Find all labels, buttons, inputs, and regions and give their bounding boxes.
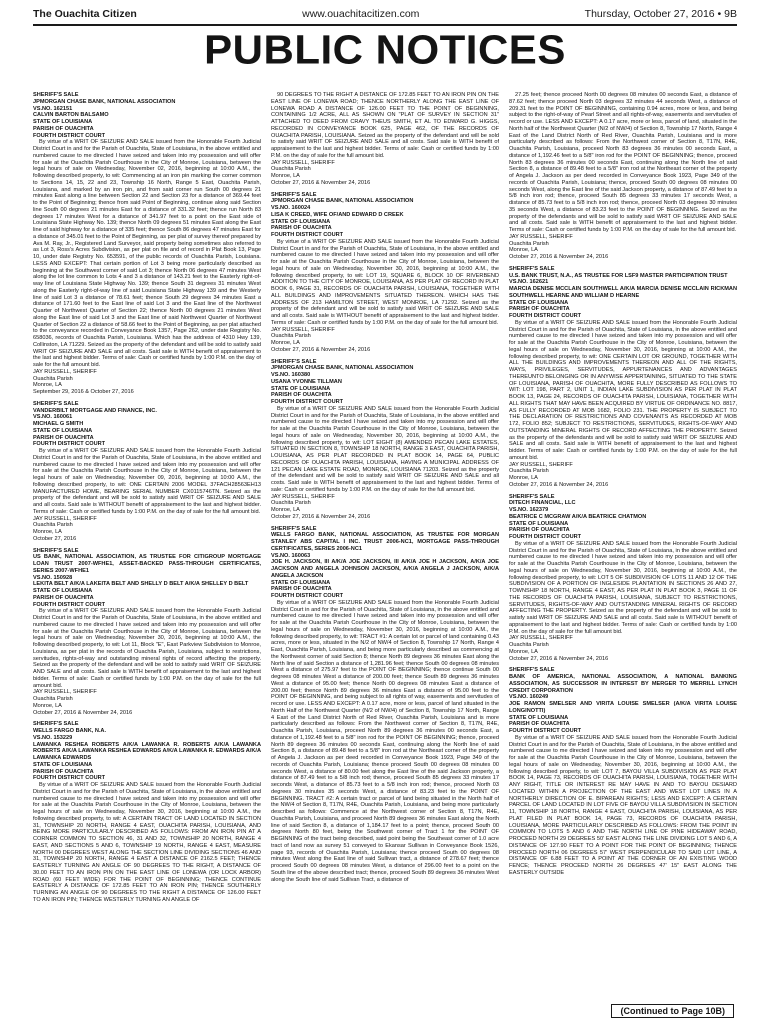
notice-body: 27.25 feet; thence proceed North 00 degrees 08 minutes 00 seconds East, a distance of 87.62 feet; thence proceed North 03 degrees 32 minutes 44 seconds West, a distance of 209.31 feet to the POINT OF BEGINNING, containing 0.94 acres, more or less, and being subject to the right-of-way of Pearl Street and all rights-of-way, easements and servitudes of record or use. LESS AND EXCEPT: A 0.17 acre, more or less, parcel of land, situated in the North half of the Northwest Quarter (N/2 of NW/4) of Section 8, Township 17 North, Range 4 East of the Land District North of Red River, Ouachita Parish, Louisiana and is more particularly described as follows: From the Northwest corner of Section 8, T17N, R4E, Ouachita Parish, Louisiana, proceed North 83 degrees 36 minutes 00 seconds East, a distance of 1,192.46 feet to a 5/8" iron rod for the POINT OF BEGINNING; thence, proceed North 83 degrees 36 minutes 00 seconds East, continuing along the North line of said Section 8, a distance of 89.48 feet to a 5/8" iron rod at the Northeast corner of the property of Angela J. Jackson as per deed recorded in Conveyance Book 1923, Page 349 of the records of Ouachita Parish, Louisiana; thence, proceed South 00 degrees 08 minutes 00 seconds West, along the East line of the said Jackson property, a distance of 87.49 feet to a 5/8 inch iron rod; thence, proceed South 85 degrees 33 minutes 17 seconds West, a distance of 85.73 feet to a 5/8 inch iron rod; thence, proceed North 03 degrees 30 minutes 35 seconds West, a distance of 83.23 feet to the POINT OF BEGINNING. Seized as the property of the defendants and will be sold to satisfy said WRIT OF SEIZURE AND SALE and all costs. Said sale is WITH benefit of appraisement to the last and highest bidder. Terms of sale: Cash or certified funds by 1:00 P.M. on the day of sale for the full amount bid. — [509, 92, 737, 233]
notice-signature-line: JAY RUSSELL, SHERIFF — [33, 368, 97, 375]
notice-signature-line: Ouachita Parish — [509, 468, 549, 475]
notice-heading-line: BANK OF AMERICA, NATIONAL ASSOCIATION, A NATIONAL BANKING ASSOCIATION, AS SUCCESSOR IN INTEREST BY MERGER TO MERRILL LYNCH CREDIT CORPORATION — [509, 674, 737, 694]
notice-heading-line: FOURTH DISTRICT COURT — [33, 132, 106, 139]
notice-signature-line: JAY RUSSELL, SHERIFF — [271, 493, 335, 500]
notice-heading-line: PARISH OF OUACHITA — [33, 594, 94, 601]
notice-signature-line: JAY RUSSELL, SHERIFF — [33, 689, 97, 696]
legal-notice — [33, 92, 261, 396]
notice-heading-line: MICHAEL G SMITH — [33, 421, 84, 427]
notice-heading-line: DITECH FINANCIAL, LLC — [509, 500, 576, 507]
notice-heading-line: BEATRICE C MCGRAW A/K/A BEATRICE CHATMON — [509, 513, 647, 520]
notice-signature-line: Ouachita Parish — [33, 522, 73, 529]
notice-heading-line: LISA K CREED, WIFE OF/AND EDWARD D CREEK — [271, 211, 404, 218]
notice-heading-line: PARISH OF OUACHITA — [509, 306, 570, 313]
legal-notice — [509, 667, 737, 876]
notice-heading-line: STATE OF LOUISIANA — [509, 299, 569, 306]
notice-heading-line: SHERIFF'S SALE — [33, 721, 79, 728]
notice-heading-line: PARISH OF OUACHITA — [33, 768, 94, 775]
notice-heading-line: FOURTH DISTRICT COURT — [271, 593, 344, 599]
notice-signature-line: Monroe, LA — [271, 340, 300, 346]
notice-heading-line: U.S. BANK TRUST, N.A., AS TRUSTEE FOR LSF9 MASTER PARTICIPATION TRUST — [509, 272, 728, 279]
notice-heading-line: JPMORGAN CHASE BANK, NATIONAL ASSOCIATION — [271, 365, 414, 372]
notice-heading-line: MARCIA DENISE MCCLAIN SOUTHWELL A/K/A MARCIA DENISE MCCLAIN RICKMAN SOUTHWELL HEARNE AND WILLIAM D HEARNE — [509, 286, 737, 299]
notice-heading-line: VS.NO. 160249 — [509, 694, 549, 701]
notice-body: By virtue of a WRIT OF SEIZURE AND SALE issued from the Honorable Fourth Judicial District Court in and for the Parish of Ouachita, State of Louisiana, in the above entitled and numbered cause to me directed I have seized and taken into my possession and will offer for sale at the Ouachita Parish Courthouse in the City of Monroe, Louisiana, between the legal hours of sale on Wednesday, November 30, 2016, beginning at 10:00 A.M., the following described property, to wit: LOT 7, BAYOU VILLA SUBDIVISION AS PER PLAT BOOK 14, PAGE 73, RECORDS OF OUACHITA PARISH, LOUISIANA, TOGETHER WITH ANY RIGHT, TITLE OR INTEREST RE MAY HAVE IN AND TO BAYOU DESIARD LOCATED WITHIN A PROJECTION OF THE EAST AND WEST LOT LINES IN A NORTHERLY DIRECTION OF E. BIPAREAN RIGHTS; LESS AND EXCEPT: A CERTAIN PARCEL OF LAND LOCATED IN LOT FIVE OF BAYOU VILLA SUBDIVISION IN SECTION 11, TOWNSHIP 18 NORTH, RANGE 4 EAST, OUACHITA PARISH, LOUISIANA, AS PER PLAT FILED IN PLAT BOOK 14, PAGE 73, RECORDS OF OUACHITA PARISH, LOUISIANA, MORE PARTICULARLY DESCRIBED AS FOLLOWS: FROM THE POINT IN COMMON TO LOTS 5 AND 6 AND THE NORTH LINE OF PINE HIDEAWAY ROAD, PROCEED NORTH 29 DEGREES 50' EAST ALONG THE LINE DIVIDING LOT 5 AND 6, A DISTANCE OF 127.90 FEET TO A POINT FOR THE POINT OF BEGINNING; THENCE PROCEED NORTH 06 DEGREES 57' WEST PERPENDICULAR TO SAID LOT LINE, A DISTANCE OF 6.88 FEET TO A POINT AT THE CORNER OF AN EXISTING WOOD FENCE; THENCE PROCEED NORTH 26 DEGREES 47' 15" EAST ALONG THE EASTERLY OUTSIDE — [509, 734, 737, 876]
notice-columns — [33, 92, 739, 1004]
notice-heading-line: WELLS FARGO BANK, NATIONAL ASSOCIATION, AS TRUSTEE FOR MORGAN STANLEY ABS CAPITAL I INC. TRUST 2006-NC1, MORTGAGE PASS-THROUGH CERTIFICATES, SERIES 2006-NC1 — [271, 532, 499, 552]
page-header — [33, 6, 737, 22]
legal-notice — [509, 494, 737, 663]
notice-heading-line: STATE OF LOUISIANA — [33, 761, 93, 768]
notice-signature-line: Monroe, LA — [33, 529, 62, 535]
notice-heading-line: JPMORGAN CHASE BANK, NATIONAL ASSOCIATION — [271, 198, 414, 205]
notice-heading-line: SHERIFF'S SALE — [33, 547, 79, 554]
notice-body: By virtue of a WRIT OF SEIZURE AND SALE issued from the Honorable Fourth Judicial District Court in and for the Parish of Ouachita, State of Louisiana, in the above entitled and numbered cause to me directed I have seized and taken into my possession and will offer for sale at the Ouachita Parish Courthouse in the City of Monroe, Louisiana, between the legal hours of sale on Wednesday, November 02, 2016, beginning at 10:00 A.M., the following described property, to wit: Commencing at an iron pin marking the corner common to Sections 14, 15, 22 and 23, Township 16 North, Range 5 East, Ouachita Parish, Louisiana, and marked by an iron pin, and from said corner run South 00 degrees 21 minutes East along a line between Section 22 and Section 23 for a distance of 369.44 feet to the Point of Beginning; thence from said Point of Beginning, continue along said Section line South 00 degrees 21 minutes East for a distance of 331.32 feet; thence run North 83 degrees 17 minutes West for a distance of 341.97 feet to a point on the East side of Louisiana State Highway No. 139; thence North 09 degrees 51 minutes East along the East line of said highway for a distance of 335 feet; thence South 86 degrees 47 minutes East for a distance of 345.01 feet to the Point of Beginning, as per plat of survey thereof prepared by Ava M. Ray, Jr., Registered Land Surveyor, said property being sometimes also referred to as Lot 3, Ross's Acres Subdivision, as per plat on file and of record in Plat Book 13, Page 10, under date Registry No. 653591, of the public records of Ouachita Parish, Louisiana. LESS AND EXCEPT: That certain portion of Lot 3 being more particularly described as beginning at the Southwest corner of said Lot 3; thence North 06 degrees 47 minutes West along the lot line common to Lots 4 and 3 a distance of 143.21 feet to the Easterly right-of-way line of Louisiana State Highway No. 139; thence South 31 degrees 31 minutes West along the Easterly right-of-way line of said Louisiana State Highway 139 and the Westerly line of said Lot 3 a distance of 78.61 feet; thence South 29 degrees 34 minutes East a distance of 171.60 feet to the East line of said Lot 3 and the East line of the Northwest Quarter of Northwest Quarter of Section 22; thence North 00 degrees 21 minutes West along the East line of said Lot 3 and the East line of said Northwest Quarter of Northwest Quarter of Section 22 a distance of 58.66 feet to the Point of Beginning, as per plat attached to the conveyance recorded in Conveyance Book 1357, Page 262, under date Registry No. 658036, records of Ouachita Parish, Louisiana. Which has the address of 4310 Hwy 139, Collinston, LA 71229. Seized as the property of the defendant and will be sold to satisfy said WRIT OF SEIZURE AND SALE and all costs. Said sale is WITH benefit of appraisement to the last and highest bidder. Terms of sale: Cash or certified funds by 1:00 P.M. on the day of sale for the full amount bid. — [33, 139, 261, 368]
notice-body: By virtue of a WRIT OF SEIZURE AND SALE issued from the Honorable Fourth Judicial District Court in and for the Parish of Ouachita, State of Louisiana, in the above entitled and numbered cause to me directed I have seized and taken into my possession and will offer for sale at the Ouachita Parish Courthouse in the City of Monroe, Louisiana, between the legal hours of sale on Wednesday, November 30, 2016, beginning at 10:00 A.M., the following described property, to wit: LOT 19, SQUARE 6, BLOCK 10 OF RIVERBEND ADDITION TO THE CITY OF MONROE, LOUISIANA, AS PER PLAT OF RECORD IN PLAT BOOK 6, PAGE 31, RECORDS OF OUACHITA PARISH, LOUISIANA, TOGETHER WITH ALL BUILDINGS AND IMPROVEMENTS SITUATED THEREON. WHICH HAS THE ADDRESS OF 213 HAMILTON STREET, WEST MONROE, LA 71292. Seized as the property of the defendant and will be sold to satisfy said WRIT OF SEIZURE AND SALE and all costs. Said sale is WITHOUT benefit of appraisement to the last and highest bidder. Terms of sale: Cash or certified funds by 1:00 P.M. on the day of sale for the full amount bid. — [271, 238, 499, 326]
notice-heading-line: PARISH OF OUACHITA — [271, 225, 332, 232]
notice-heading-line: FOURTH DISTRICT COURT — [33, 601, 106, 608]
legal-notice — [509, 266, 737, 489]
notice-signature-line: Monroe, LA — [509, 648, 538, 655]
notice-signature-line: October 27, 2016 & November 24, 2016 — [271, 513, 371, 520]
notice-signature-line: JAY RUSSELL, SHERIFF — [509, 461, 573, 468]
notice-heading-line: VS.NO. 162621 — [509, 279, 549, 286]
legal-notice — [271, 359, 499, 521]
notice-signature-line: Ouachita Parish — [33, 696, 73, 702]
notice-heading-line: FOURTH DISTRICT COURT — [271, 232, 344, 238]
notice-body: By virtue of a WRIT OF SEIZURE AND SALE issued from the Honorable Fourth Judicial District Court in and for the Parish of Ouachita, State of Louisiana, in the above entitled and numbered cause to me directed I have seized and taken into my possession and will offer for sale at the Ouachita Parish Courthouse in the City of Monroe, Louisiana, between the legal hours of sale on Wednesday, November 09, 2016, beginning at 10:00 A.M., the following described property, to wit: ONE CERTAIN 2006 MODEL 37FACH28563EH13 MANUFACTURED HOME, BEARING SERIAL NUMBER CX0115746TN. Seized as the property of the defendant and will be sold to satisfy said WRIT OF SEIZURE AND SALE and all costs. Said sale is WITHOUT benefit of appraisement to the last and highest bidder. Terms of sale: Cash or certified funds by 1:00 P.M. on the day of sale for the full amount bid. — [33, 448, 261, 515]
notice-heading-line: VS.NO. 153229 — [33, 734, 73, 741]
notice-heading-line: VS.NO. 160024 — [271, 205, 311, 211]
newspaper-name: The Ouachita Citizen — [33, 8, 137, 20]
notice-heading-line: STATE OF LOUISIANA — [33, 427, 93, 434]
notice-body: By virtue of a WRIT OF SEIZURE AND SALE issued from the Honorable Fourth Judicial District Court in and for the Parish of Ouachita, State of Louisiana, in the above entitled and numbered cause to me directed I have seized and taken into my possession and will offer for sale at the Ouachita Parish Courthouse in the City of Monroe, Louisiana, between the legal hours of sale on Wednesday, November 30, 2016, beginning at 10:00 A.M., the following described property, to wit: Lot 11, Block "E", East Parkview Subdivision to Monroe, Louisiana, as per plat in the records of Ouachita Parish, Louisiana, subject to restrictions, servitudes, rights-of-way and outstanding mineral rights of record affecting the property. Seized as the property of the defendant and will be sold to satisfy said WRIT OF SEIZURE AND SALE and all costs. Said sale is WITH benefit of appraisement to the last and highest bidder. Terms of sale: Cash or certified funds by 1:00 P.M. on the day of sale for the full amount bid. — [33, 608, 261, 689]
notice-heading-line: VS.NO. 160061 — [33, 414, 73, 421]
notice-heading-line: VS.NO. 160380 — [271, 372, 311, 378]
notice-heading-line: SHERIFF'S SALE — [271, 191, 317, 198]
legal-notice — [271, 526, 499, 884]
notice-signature-line: JAY RUSSELL, SHERIFF — [271, 159, 335, 166]
notice-heading-line: STATE OF LOUISIANA — [33, 119, 93, 125]
notice-heading-line: FOURTH DISTRICT COURT — [509, 728, 582, 734]
notice-heading-line: PARISH OF OUACHITA — [509, 721, 570, 728]
notice-heading-line: PARISH OF OUACHITA — [33, 125, 94, 132]
notice-heading-line: FOURTH DISTRICT COURT — [509, 534, 582, 540]
notice-heading-line: FOURTH DISTRICT COURT — [509, 313, 582, 319]
notice-signature-line: Ouachita Parish — [271, 166, 311, 173]
notice-body: By virtue of a WRIT OF SEIZURE AND SALE issued from the Honorable Fourth Judicial District Court in and for the Parish of Ouachita, State of Louisiana, in the above entitled and numbered cause to me directed I have seized and taken into my possession and will offer for sale at the Ouachita Parish Courthouse in the City of Monroe, Louisiana, between the legal hours of sale on Wednesday, November 30, 2016, beginning at 10:00 A.M., the following described property, to wit: TRACT #1: A certain lot or parcel of land containing 0.43 acres, more or less, situated in the N/2 of NW/4 of Section 8, Township 17 North, Range 4 East, Ouachita Parish, Louisiana, and being more particularly described as commencing at the Northwest corner of said Section 8; thence North 89 degrees 36 minutes East along the North line of said Section a distance of 1,281.96 feet; thence South 00 degrees 08 minutes West a distance of 275.97 feet to the POINT OF BEGINNING; thence continue South 00 degrees 08 minutes West a distance of 200.00 feet; thence South 89 degrees 36 minutes West a distance of 95.00 feet; thence North 00 degrees 08 minutes East a distance of 200.00 feet; thence North 89 degrees 36 minutes East a distance of 95.00 feet to the POINT OF BEGINNING, and being subject to all rights of way, easements and servitudes of record or use. LESS AND EXCEPT: A 0.17 acre, more or less, parcel of land situated in the North Half of the Northwest Quarter (N/2 of NW/4) of Section 8, Township 17 North, Range 4 East of the Land District North of Red River, Ouachita Parish, Louisiana and is more particularly described as follows: From the Northwest corner of Section 8, T17N, R4E, Ouachita Parish, Louisiana, proceed North 89 degrees 36 minutes 00 seconds East, a distance of 1,192.48 feet to a 5/8" iron rod for the POINT OF BEGINNING; thence, proceed North 89 degrees 36 minutes 00 seconds East, continuing along the North line of said Section 8, a distance of 89.48 feet to a 5/8" iron rod at the Northeast corner of the property of Angela J. Jackson as per deed recorded in Conveyance Book 1923, Page 349 of the records of Ouachita Parish, Louisiana; thence proceed South 00 degrees 08 minutes 00 seconds West, a distance of 80.00 feet along the East line of the said Jackson property, a distance of 87.49 feet to a 5/8 inch rod; thence, proceed South 85 degrees 33 minutes 17 seconds West, a distance of 85.73 feet to a 5/8 inch iron rod; thence, proceed North 03 degrees 30 minutes 35 seconds West, a distance of 83.23 feet to the POINT OF BEGINNING. TRACT #2: A certain tract or parcel of land being situated in the North half of the NW/4 of Section 8, T17N, R4E, Ouachita Parish, Louisiana, and being more particularly described as follows: Commence at the Northwest corner of Section 8, T17N, R4E, Ouachita Parish, Louisiana, and proceed North 89 degrees 36 minutes East along the North line of said Section 8, a distance of 1,184.17 feet to a point; thence, proceed South 00 degrees North 80 feet, being the Southwest corner of Tract 1 for the POINT OF BEGINNING of the tract being described, said point being the Southeast corner of 1.0 acre tract of land now as survey 51 conveyed to Ekansar Sullivan in Conveyance Book 1526, page 93, records of Ouachita Parish, Louisiana; thence proceed South 00 degrees 08 minutes West along the East line of said Sullivan tract, a distance of 278.67 feet; thence proceed South 00 degrees 08 minutes West, a distance of 296.00 feet to a point on the South line of the above described tract; thence, proceed South 89 degrees 36 minutes West along the South line of said Sullivan Tract, a distance of — [271, 599, 499, 883]
notice-signature-line: September 29, 2016 & October 27, 2016 — [33, 389, 134, 395]
section-title: PUBLIC NOTICES — [204, 26, 566, 73]
legal-notice — [509, 92, 737, 261]
notice-signature-line: October 27, 2016 — [33, 535, 77, 542]
notice-heading-line: SHERIFF'S SALE — [509, 493, 555, 500]
notice-signature-line: JAY RUSSELL, SHERIFF — [33, 515, 97, 522]
notice-heading-line: VANDERBILT MORTGAGE AND FINANCE, INC. — [33, 407, 157, 414]
notice-heading-line: STATE OF LOUISIANA — [271, 385, 331, 392]
notice-heading-line: STATE OF LOUISIANA — [33, 588, 93, 594]
column-3 — [509, 92, 737, 1004]
notice-heading-line: VS.NO. 162379 — [509, 507, 549, 513]
notice-signature-line: October 27, 2016 & November 24, 2016 — [509, 254, 609, 260]
notice-signature-line: October 27, 2016 & November 24, 2016 — [509, 481, 609, 488]
notice-heading-line: PARISH OF OUACHITA — [33, 434, 94, 441]
notice-body: 90 DEGREES TO THE RIGHT A DISTANCE OF 172.85 FEET TO AN IRON PIN ON THE EAST LINE OF LONEWA ROAD; THENCE NORTHERLY ALONG THE EAST LINE OF LONEWA ROAD A DISTANCE OF 126.00 FEET TO THE POINT OF BEGINNING, CONTAINING 1/2 ACRE, ALL AS SHOWN ON "PLAT OF SURVEY IN SECTION 31" ATTACHED TO DEED FROM CRAVY THEUS SMITH, ET AL TO EDWARD G. HIGGS, RECORDED IN CONVEYANCE BOOK 625, PAGE 462, OF THE RECORDS OF OUACHITA PARISH, LOUISIANA. Seized as the property of the defendant and will be sold to satisfy said WRIT OF SEIZURE AND SALE and all costs. Said sale is WITH benefit of appraisement to the last and highest bidder. Terms of sale: Cash or certified funds by 1:00 P.M. on the day of sale for the full amount bid. — [271, 92, 499, 159]
notice-signature-line: Monroe, LA — [509, 475, 538, 481]
notice-body: By virtue of a WRIT OF SEIZURE AND SALE issued from the Honorable Fourth Judicial District Court in and for the Parish of Ouachita, State of Louisiana, in the above entitled and numbered cause to me directed I have seized and taken into my possession and will offer for sale at the Ouachita Parish Courthouse in the City of Monroe, Louisiana, between the legal hours of sale on Wednesday, November 30, 2016, beginning at 10:00 A.M., the following described property, to wit: LOT 5 OF SUBDIVISION OF LOTS 11 AND 12 OF THE SUBDIVISION OF A PORTION OF INGLESIDE PLANTATION IN SECTIONS 26 AND 27, TOWNSHIP 18 NORTH, RANGE 4 EAST, AS PER PLAT IN PLAT BOOK 3, PAGE 11 OF THE RECORDS OF OUACHITA PARISH, LOUISIANA, SUBJECT TO RESTRICTIONS, SERVITUDES, RIGHTS-OF-WAY AND OUTSTANDING MINERAL RIGHTS OF RECORD AFFECTING THE PROPERTY. Seized as the property of the defendant and will be sold to satisfy said WRIT OF SEIZURE AND SALE and all costs. Said sale is WITHOUT benefit of appraisement to the last and highest bidder. Terms of sale: Cash or certified funds by 1:00 P.M. on the day of sale for the full amount bid. — [509, 540, 737, 635]
notice-heading-line: STATE OF LOUISIANA — [509, 520, 569, 527]
notice-signature-line: Ouachita Parish — [271, 500, 311, 507]
notice-heading-line: JOE H. JACKSON, III A/K/A JOE JACKSON, III A/K/A JOE H JACKSON, A/K/A JOE JACKSON AND ANGELA JOHNSON JACKSON, A/K/A ANGELA J JACKSON, A/K/A ANGELA JACKSON — [271, 559, 499, 579]
notice-heading-line: SHERIFF'S SALE — [509, 667, 555, 674]
notice-heading-line: JPMORGAN CHASE BANK, NATIONAL ASSOCIATION — [33, 98, 176, 105]
notice-signature-line: October 27, 2016 & November 24, 2016 — [271, 346, 371, 353]
notice-signature-line: October 27, 2016 & November 24, 2016 — [509, 655, 609, 662]
notice-heading-line: SHERIFF'S SALE — [271, 525, 317, 532]
legal-notice — [33, 401, 261, 543]
notice-heading-line: USANA YVONNE TILLMAN — [271, 378, 342, 385]
notice-heading-line: LAWANKA RESHEA ROBERTS A/K/A LAWANKA R. ROBERTS A/K/A LAWANKA ROBERTS A/K/A LAWANKA RESHEA EDWARDS A/K/A LAWANKA R. EDWARDS A/K/A LAWANKA EDWARDS — [33, 741, 261, 761]
legal-notice — [271, 92, 499, 187]
notice-signature-line: Ouachita Parish — [509, 240, 549, 247]
notice-heading-line: PARISH OF OUACHITA — [509, 527, 570, 534]
notice-heading-line: JOE RAMON SMELSER AND VIRITA LOUISE SMELSER (A/K/A VIRITA LOUISE LONGINOTTI) — [509, 701, 737, 714]
notice-body: By virtue of a WRIT OF SEIZURE AND SALE issued from the Honorable Fourth Judicial District Court in and for the Parish of Ouachita, State of Louisiana, in the above entitled and numbered cause to me directed I have seized and taken into my possession and will offer for sale at the Ouachita Parish Courthouse in the City of Monroe, Louisiana, between the legal hours of sale on Wednesday, November 30, 2016, beginning at 10:00 A.M., the following described property, to wit: A CERTAIN TRACT OF LAND LOCATED IN SECTION 31, TOWNSHIP 20 NORTH, RANGE 4 EAST, OUACHITA PARISH, LOUISIANA, AND BEING MORE PARTICULARLY DESCRIBED AS FOLLOWS: FROM AN IRON PIN AT A CORNER COMMON TO SECTION 46, 31 AND 32, TOWNSHIP 20 NORTH, RANGE 4 EAST, AND SECTIONS 5 AND 6, TOWNSHIP 19 NORTH, RANGE 4 EAST, MEASURE NORTH 00 DEGREES WEST ALONG THE SECTION LINE DIVIDING SECTIONS 46 AND 31, TOWNSHIP 20 NORTH, RANGE 4 EAST A DISTANCE OF 2162.5 FEET; THENCE EASTERLY TURNING AN ANGLE OF 90 DEGREES TO THE RIGHT, A DISTANCE OF 30.00 FEET TO AN IRON PIN ON THE EAST LINE OF LONEWA (OR LOCK ARBOR) ROAD (60 FEET WIDE) FOR THE POINT OF BEGINNING; THENCE CONTINUE EASTERLY A DISTANCE OF 172.85 FEET TO AN IRON PIN; THENCE SOUTHERLY TURNING AN ANGLE OF 90 DEGREES TO THE RIGHT A DISTANCE OF 126.00 FEET TO AN IRON PIN; THENCE WESTERLY TURNING AN ANGLE OF — [33, 782, 261, 903]
notice-heading-line: PARISH OF OUACHITA — [271, 392, 332, 399]
notice-signature-line: Ouachita Parish — [509, 642, 549, 648]
notice-signature-line: Ouachita Parish — [271, 333, 311, 340]
notice-signature-line: Monroe, LA — [271, 173, 300, 179]
notice-heading-line: WELLS FARGO BANK, N.A. — [33, 728, 107, 734]
notice-heading-line: CALVIN BARTON BALSAMO — [33, 112, 109, 119]
notice-heading-line: VS.NO. 160063 — [271, 552, 311, 559]
notice-heading-line: SHERIFF'S SALE — [33, 92, 79, 98]
notice-body: By virtue of a WRIT OF SEIZURE AND SALE issued from the Honorable Fourth Judicial District Court in and for the Parish of Ouachita, State of Louisiana, in the above entitled and numbered cause to me directed I have seized and taken into my possession and will offer for sale at the Ouachita Parish Courthouse in the City of Monroe, Louisiana, between the legal hours of sale on Wednesday, November 30, 2016, beginning at 10:00 A.M., the following described property, to wit: ONE CERTAIN LOT OR GROUND, TOGETHER WITH ALL THE BUILDINGS AND IMPROVEMENTS THEREON AND ALL OF THE RIGHTS, WAYS, PRIVILEGES, SERVITUDES, APPURTENANCES AND ADVANTAGES THEREUNTO BELONGING OR IN ANYWISE APPERTAINING, SITUATED TO THE STATE OF LOUISIANA, PARISH OF OUACHITA, MORE FULLY DESCRIBED AS FOLLOWS TO WIT: LOT 198, PART 2, UNIT 1, INDIAN LAKE SUBDIVISION AS PER PLAT IN PLAT BOOK 13, PAGE 24, RECORDS OF OUACHITA PARISH, LOUISIANA, TOGETHER WITH ALL RIGHTS THAT MAY HAVE BEEN ACQUIRED BY VIRTUE OF ORDINANCE NO. 8817, AS FULLY RECORDED AT MOB 1682, FOLIO 231. THE PROPERTY IS SUBJECT TO THE DECLARATION OF RESTRICTIONS AND COVENANTS AS RECORDED AT MOB 172, FOLIO 852; SUBJECT TO RESTRICTIONS, SERVITUDES, RIGHTS-OF-WAY AND OUTSTANDING MINERAL RIGHTS OF RECORD AFFECTING THE PROPERTY. Seized as the property of the defendants and will be sold to satisfy said WRIT OF SEIZURE AND SALE and all costs. Said sale is WITH benefit of appraisement to the last and highest bidder. Terms of sale: Cash or certified funds by 1:00 P.M. on the day of sale for the full amount bid. — [509, 319, 737, 461]
notice-heading-line: STATE OF LOUISIANA — [271, 218, 331, 225]
date-and-page: Thursday, October 27, 2016 • 9B — [584, 8, 737, 20]
notice-signature-line: Monroe, LA — [33, 702, 62, 709]
notice-heading-line: SHERIFF'S SALE — [33, 400, 79, 407]
notice-signature-line: JAY RUSSELL, SHERIFF — [509, 233, 573, 240]
notice-signature-line: Monroe, LA — [271, 507, 300, 513]
legal-notice — [33, 548, 261, 717]
legal-notice — [33, 721, 261, 903]
notice-heading-line: STATE OF LOUISIANA — [509, 714, 569, 721]
notice-heading-line: US BANK, NATIONAL ASSOCIATION, AS TRUSTEE FOR CITIGROUP MORTGAGE LOAN TRUST 2007-WFHE1, ASSET-BACKED PASS-THROUGH CERTIFICATES, SERIES 2007-WFHE1 — [33, 554, 261, 574]
notice-heading-line: PARISH OF OUACHITA — [271, 586, 332, 593]
website-url[interactable]: www.ouachitacitizen.com — [302, 8, 420, 20]
notice-signature-line: Monroe, LA — [33, 382, 62, 389]
notice-heading-line: SHERIFF'S SALE — [271, 358, 317, 365]
notice-heading-line: FOURTH DISTRICT COURT — [33, 775, 106, 782]
column-1 — [33, 92, 261, 1004]
continued-notice: (Continued to Page 10B) — [611, 1004, 734, 1018]
notice-signature-line: JAY RUSSELL, SHERIFF — [509, 635, 573, 642]
notice-heading-line: FOURTH DISTRICT COURT — [33, 441, 106, 448]
notice-heading-line: LEKITA BELT A/K/A LAKEITA BELT AND SHELLY D BELT A/K/A SHELLEY D BELT — [33, 581, 249, 588]
notice-heading-line: SHERIFF'S SALE — [509, 265, 555, 272]
notice-heading-line: VS.NO. 162151 — [33, 105, 73, 112]
column-2 — [271, 92, 499, 1004]
notice-heading-line: VS.NO. 150928 — [33, 574, 73, 581]
notice-signature-line: October 27, 2016 & November 24, 2016 — [33, 709, 133, 716]
legal-notice — [271, 192, 499, 354]
notice-heading-line: STATE OF LOUISIANA — [271, 579, 331, 586]
notice-signature-line: October 27, 2016 & November 24, 2016 — [271, 179, 371, 186]
notice-signature-line: JAY RUSSELL, SHERIFF — [271, 326, 335, 333]
notice-signature-line: Monroe, LA — [509, 247, 538, 254]
notice-signature-line: Ouachita Parish — [33, 375, 73, 382]
notice-heading-line: FOURTH DISTRICT COURT — [271, 399, 344, 405]
notice-body: By virtue of a WRIT OF SEIZURE AND SALE issued from the Honorable Fourth Judicial District Court in and for the Parish of Ouachita, State of Louisiana, in the above entitled and numbered cause to me directed I have seized and taken into my possession and will offer for sale at the Ouachita Parish Courthouse in the City of Monroe, Louisiana, between the legal hours of sale on Wednesday, November 30, 2016, beginning at 10:00 A.M., the following described property, to wit: LOT EIGHT (8) AMENDED PECAN LAKE ESTATES, SITUATED IN SECTION 8, TOWNSHIP 18 NORTH, RANGE 3 EAST, OUACHITA PARISH, LOUISIANA, AS PER PLAT RECORDED IN PLAT BOOK 14, PAGE 64, PUBLIC RECORDS OF OUACHITA PARISH, LOUISIANA, HAVING A MUNICIPAL ADDRESS OF 121 PECAN LAKE ESTATE ROAD, MONROE, LOUISIANA 71203. Seized as the property of the defendant and will be sold to satisfy said WRIT OF SEIZURE AND SALE and all costs. Said sale is WITH benefit of appraisement to the last and highest bidder. Terms of sale: Cash or certified funds by 1:00 P.M. on the day of sale for the full amount bid. — [271, 405, 499, 493]
